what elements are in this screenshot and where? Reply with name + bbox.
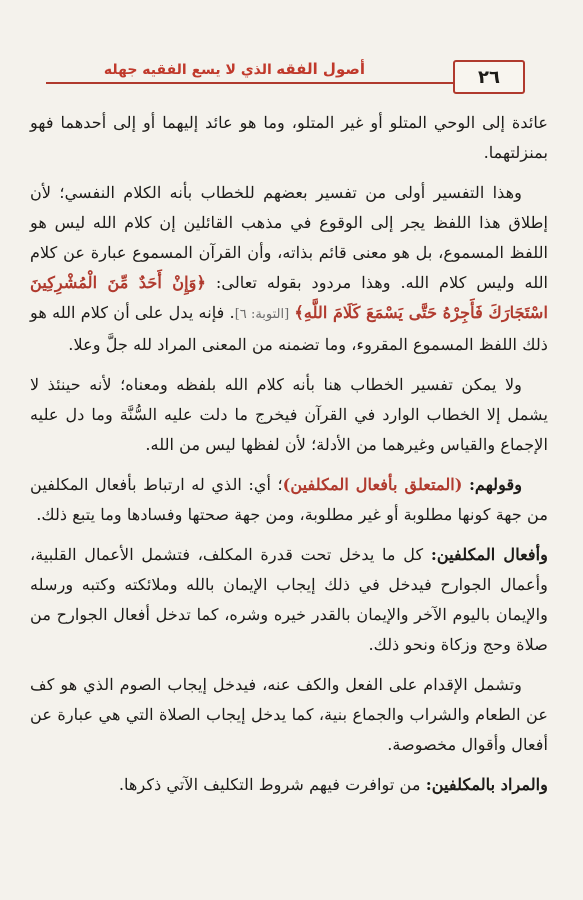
paragraph-2 [30,178,548,360]
page-body [30,108,548,810]
quran-verse: ﴿وَإِنْ أَحَدٌ مِّنَ الْمُشْرِكِينَ اسْتَجَارَكَ فَأَجِرْهُ حَتَّى يَسْمَعَ كَلَامَ اللَّهِ﴾ [30,273,548,322]
term-mukallafin-actions: (المتعلق بأفعال المكلفين) [282,475,463,494]
term-mukallafin-heading: والمراد بالمكلفين: [425,775,548,794]
header-divider [46,82,455,84]
running-title-main: أصول الفقه [276,60,365,78]
paragraph-5 [30,540,548,660]
paragraph-1: عائدة إلى الوحي المتلو أو غير المتلو، وما هو عائد إليهما أو إلى أحدهما فهو بمنزلتهما. [30,113,548,162]
term-actions-heading: وأفعال المكلفين: [430,545,548,564]
paragraph-2-end: . فإنه يدل على أن كلام الله هو ذلك اللفظ المسموع المقروء، وما تضمنه من المعنى المراد لله جلَّ وعلا. [30,303,548,354]
paragraph-4-text: ؛ أي: الذي له ارتباط بأفعال المكلفين من جهة كونها مطلوبة أو غير مطلوبة، ومن جهة صحتها وفسادها وما يتبع ذلك. [30,475,548,524]
paragraph-4 [30,470,548,530]
page-number: ٢٦ [453,60,525,94]
verse-reference: [التوبة: ٦] [234,307,290,322]
running-title [104,60,365,78]
paragraph-2-text: وهذا التفسير أولى من تفسير بعضهم للخطاب بأنه الكلام النفسي؛ لأن إطلاق هذا اللفظ يجر إلى الوقوع في مذهب القائلين إن كلام الله ليس هو اللفظ المسموع، بل هو معنى قائم بذاته، وأن القرآن المسموع عبارة عن كلام الله وليس كلام الله. وهذا مردود بقوله تعالى: [30,183,548,292]
running-title-sub: الذي لا يسع الفقيه جهله [103,62,272,78]
page-header [0,0,583,95]
paragraph-5-text: كل ما يدخل تحت قدرة المكلف، فتشمل الأعمال القلبية، وأعمال الجوارح فيدخل في ذلك إيجاب الإيمان بالله وملائكته وكتبه ورسله والإيمان باليوم الآخر والإيمان بالقدر خيره وشره، كما تدخل أفعال الجوارح من صلاة وحج وزكاة ونحو ذلك. [30,545,548,654]
paragraph-3: ولا يمكن تفسير الخطاب هنا بأنه كلام الله بلفظه ومعناه؛ لأنه حينئذ لا يشمل إلا الخطاب الوارد في القرآن فيخرج ما دلت عليه السُّنَّة وما دل عليه الإجماع والقياس وغيرهما من الأدلة؛ لأن لفظها ليس من الله. [30,375,548,454]
paragraph-7-text: من توافرت فيهم شروط التكليف الآتي ذكرها. [118,775,421,794]
paragraph-7 [30,770,548,800]
paragraph-6: وتشمل الإقدام على الفعل والكف عنه، فيدخل إيجاب الصوم الذي هو كف عن الطعام والشراب والجماع بنية، كما يدخل إيجاب الصلاة التي هي عبارة عن أفعال وأقوال مخصوصة. [30,675,548,754]
paragraph-4-lead: وقولهم: [468,475,523,494]
